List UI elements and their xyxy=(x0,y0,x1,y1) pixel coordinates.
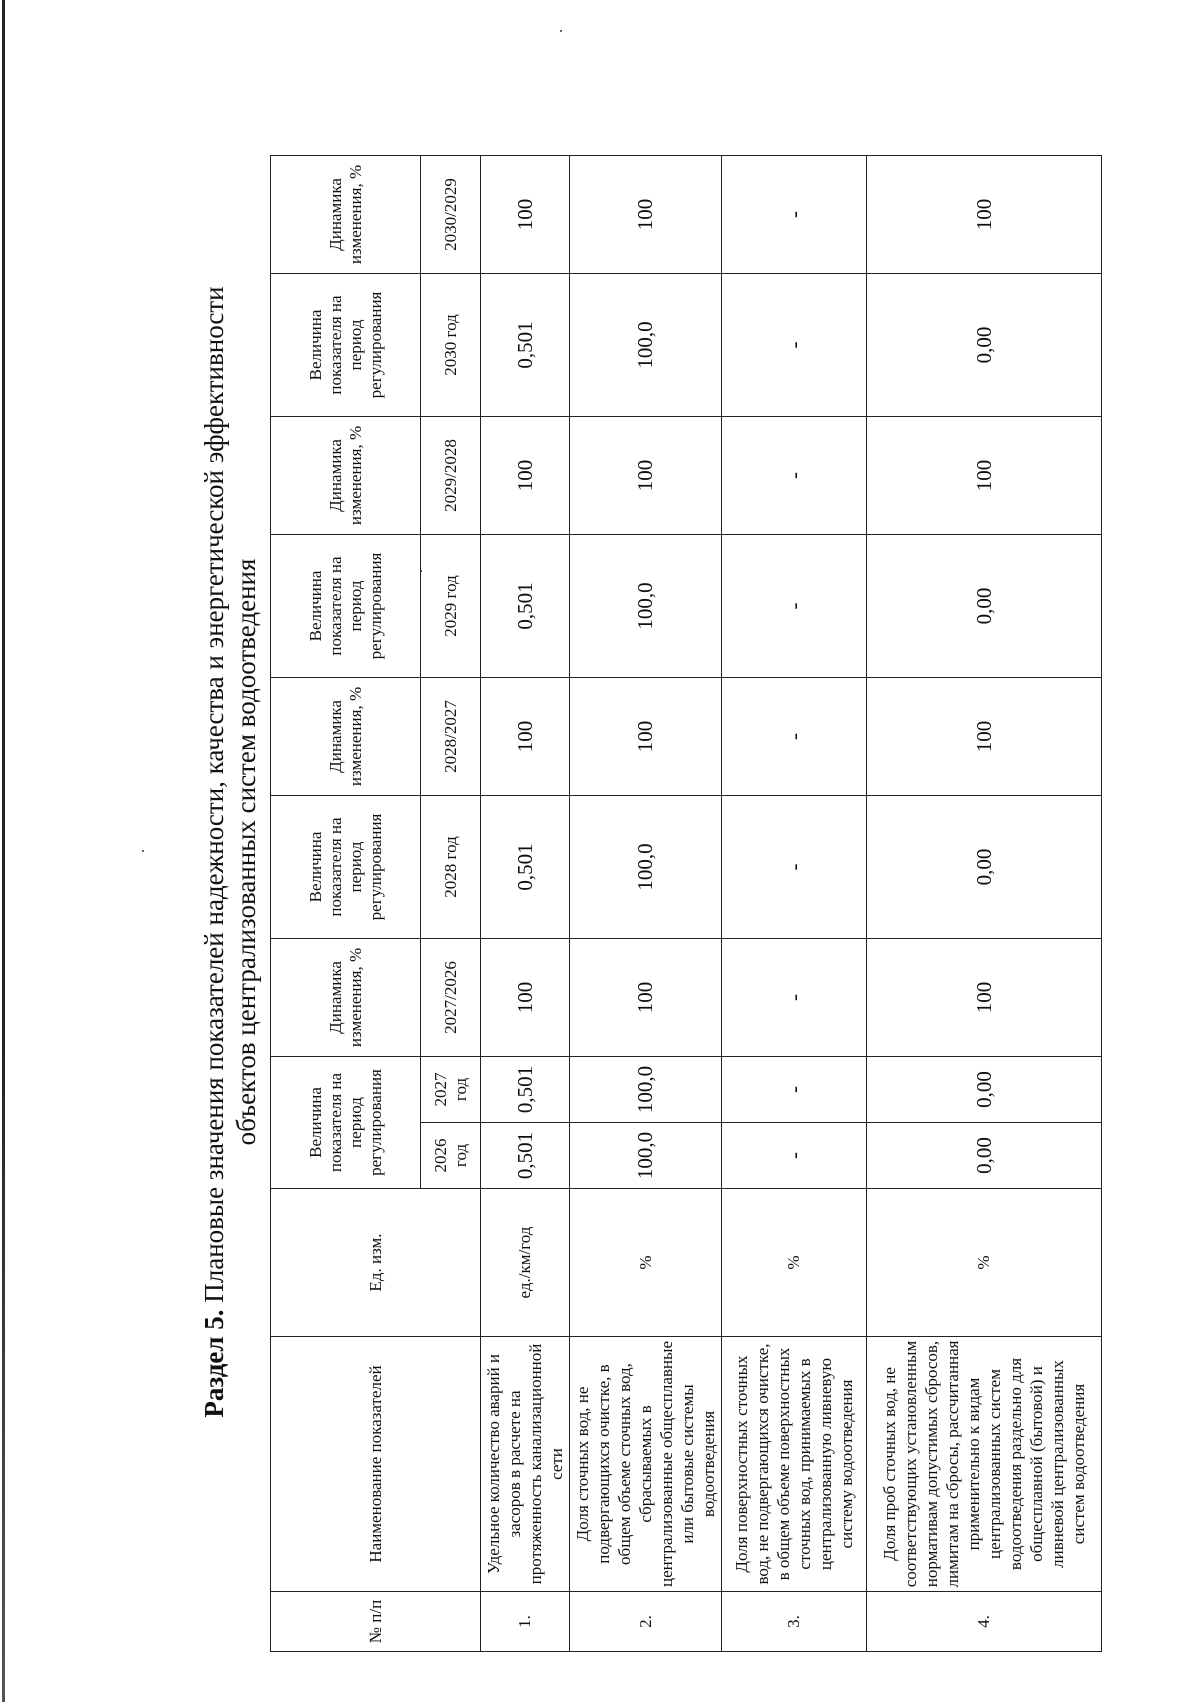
header-dynamics: Динамика изменения, % xyxy=(271,416,421,534)
row-value: - xyxy=(722,273,867,416)
row-value: 100 xyxy=(570,416,722,534)
header-value-2030: Величина показателя на период регулирования xyxy=(271,273,421,416)
row-value: 0,00 xyxy=(867,273,1102,416)
row-value: 0,501 xyxy=(481,534,570,677)
row-value: - xyxy=(722,416,867,534)
row-value: - xyxy=(722,1123,867,1189)
row-value: 100 xyxy=(570,677,722,795)
indicators-table xyxy=(270,51,1102,1652)
row-value: 100 xyxy=(867,416,1102,534)
table-row xyxy=(570,51,722,1651)
row-value: - xyxy=(722,534,867,677)
row-value: 0,00 xyxy=(867,1056,1102,1122)
row-value: 0,501 xyxy=(481,795,570,938)
header-dynamics: Динамика изменения, % xyxy=(271,677,421,795)
row-num: 2. xyxy=(570,1592,722,1652)
title-section-label: Раздел 5. xyxy=(199,1309,229,1418)
document-title xyxy=(198,32,262,1672)
subheader-cell: 2026 год xyxy=(421,1123,481,1189)
header-value-2029: Величина показателя на период регулирования xyxy=(271,534,421,677)
row-value: 100 xyxy=(867,677,1102,795)
table-row xyxy=(867,51,1102,1651)
row-value: 100 xyxy=(481,155,570,273)
row-value: 0,00 xyxy=(867,795,1102,938)
header-unit: Ед. изм. xyxy=(271,1189,481,1337)
row-name: Доля проб сточных вод, не соответствующих установленным нормативам допустимых сбросов, лимитам на сбросы, рассчитанная применительно к видам централизованных систем водоотведения раздельно для общесплавной (бытовой) и ливневой централизованных систем водоотведения xyxy=(867,1337,1102,1592)
row-value: 100 xyxy=(867,155,1102,273)
rotated-page xyxy=(30,32,1130,1672)
title-text: Плановые значения показателей надежности, качества и энергетической эффективности xyxy=(199,286,229,1303)
row-num: 4. xyxy=(867,1592,1102,1652)
row-value: 100 xyxy=(570,155,722,273)
header-dynamics: Динамика изменения, % xyxy=(271,938,421,1056)
row-value: 100,0 xyxy=(570,795,722,938)
table-row xyxy=(722,51,867,1651)
row-value: 0,501 xyxy=(481,1123,570,1189)
row-value: 0,501 xyxy=(481,1056,570,1122)
subheader-cell: 2029 год xyxy=(421,534,481,677)
row-num: 1. xyxy=(481,1592,570,1652)
row-value: - xyxy=(722,795,867,938)
row-value: 100,0 xyxy=(570,1056,722,1122)
header-value-2028: Величина показателя на период регулирования xyxy=(271,795,421,938)
row-value: 100 xyxy=(481,938,570,1056)
row-value: - xyxy=(722,1056,867,1122)
subheader-cell: 2030 год xyxy=(421,273,481,416)
row-value: 100,0 xyxy=(570,273,722,416)
row-value: 100,0 xyxy=(570,1123,722,1189)
row-name: Доля поверхностных сточных вод, не подвергающихся очистке, в общем объеме поверхностных сточных вод, принимаемых в централизованную ливневую систему водоотведения xyxy=(722,1337,867,1592)
subheader-cell: 2028/2027 xyxy=(421,677,481,795)
subheader-cell: 2027/2026 xyxy=(421,938,481,1056)
row-value: 0,00 xyxy=(867,1123,1102,1189)
row-value: - xyxy=(722,677,867,795)
table-row xyxy=(481,51,570,1651)
row-value: 100 xyxy=(481,677,570,795)
header-value-2026-2027: Величина показателя на период регулирования xyxy=(271,1056,421,1188)
row-value: 100 xyxy=(481,416,570,534)
scan-edge-line xyxy=(2,0,5,1702)
row-num: 3. xyxy=(722,1592,867,1652)
row-name: Доля сточных вод, не подвергающихся очистке, в общем объеме сточных вод, сбрасываемых в централизованные общесплавные или бытовые системы водоотведения xyxy=(570,1337,722,1592)
row-unit: % xyxy=(722,1189,867,1337)
subheader-cell: 2028 год xyxy=(421,795,481,938)
row-value: 100 xyxy=(867,938,1102,1056)
subheader-cell: 2027 год xyxy=(421,1056,481,1122)
title-line-2: объектов централизованных систем водоотведения xyxy=(231,558,261,1146)
row-value: 0,00 xyxy=(867,534,1102,677)
header-name: Наименование показателей xyxy=(271,1337,481,1592)
subheader-cell: 2029/2028 xyxy=(421,416,481,534)
row-value: 100 xyxy=(570,938,722,1056)
row-unit: ед./км/год xyxy=(481,1189,570,1337)
row-name: Удельное количество аварий и засоров в расчете на протяженность канализационной сети xyxy=(481,1337,570,1592)
subheader-cell: 2030/2029 xyxy=(421,155,481,273)
row-value: 0,501 xyxy=(481,273,570,416)
row-value: 100,0 xyxy=(570,534,722,677)
header-num: № п/п xyxy=(271,1592,481,1652)
header-dynamics: Динамика изменения, % xyxy=(271,155,421,273)
row-unit: % xyxy=(570,1189,722,1337)
row-unit: % xyxy=(867,1189,1102,1337)
row-value: - xyxy=(722,938,867,1056)
row-value: - xyxy=(722,155,867,273)
